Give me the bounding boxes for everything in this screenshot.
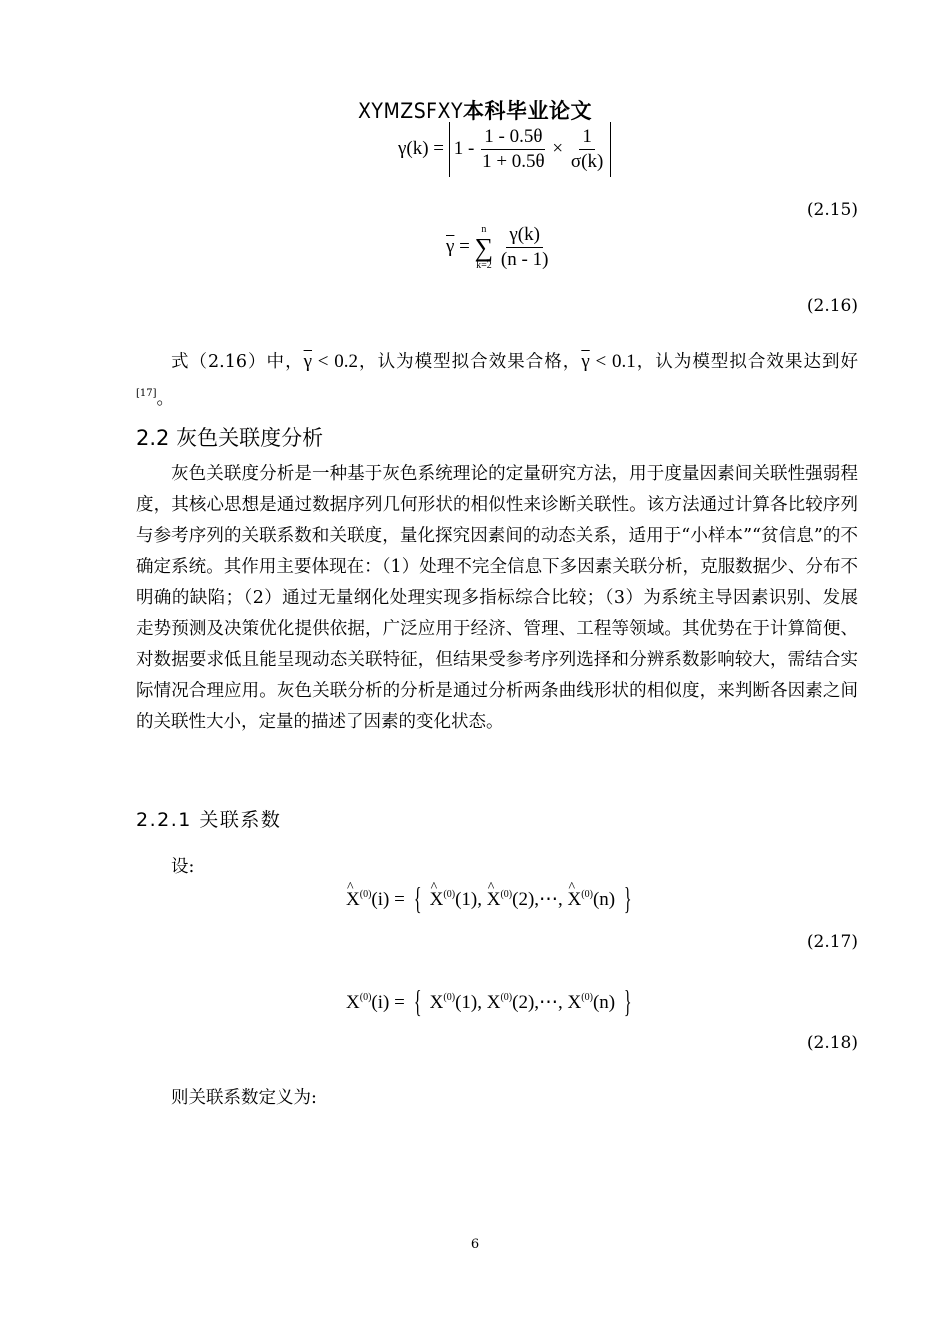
para1-math1-bar: $\overline{\gamma}$ [303,351,313,372]
header-cjk: 本科毕业论文 [463,99,593,123]
eq-2-17-t2-base: ^ X [487,889,501,911]
eq-2-17-lhs-arg: (i) = [371,889,405,910]
para1-math2 [581,351,635,372]
eq-label-2-17: (2.17) [806,932,858,952]
para1-math1 [304,351,358,372]
eq-2-17-t3-arg: (n) [592,889,616,910]
eq-2-18-t3-base: X [567,992,582,1013]
equation-2-16 [446,224,551,271]
eq-2-17-t2-sup: (0) [500,889,513,900]
eq-2-15-abs [449,122,612,177]
para1-math2-bar: $\overline{\gamma}$ [581,351,590,372]
eq-label-2-16: (2.16) [806,296,858,316]
eq-2-18-t3-arg: (n) [592,992,616,1013]
right-brace-icon: } [623,880,632,916]
paragraph-grey-relational: 灰色关联度分析是一种基于灰色系统理论的定量研究方法，用于度量因素间关联性强弱程度，其核心思想是通过数据序列几何形状的相似性来诊断关联性。该方法通过计算各比较序列与参考序列的关联系数和关联度，量化探究因素间的动态关系，适用于“小样本”“贫信息”的不确定系统。其作用主要体现在：（1）处理不完全信息下多因素关联分析，克服数据少、分布不明确的缺陷；（2）通过无量纲化处理实现多指标综合比较；（3）为系统主导因素识别、发展走势预测及决策优化提供依据，广泛应用于经济、管理、工程等领域。其优势在于计算简便、对数据要求低且能呈现动态关联特征，但结果受参考序列选择和分辨系数影响较大，需结合实际情况合理应用。灰色关联分析的分析是通过分析两条曲线形状的相似度，来判断各因素之间的关联性大小，定量的描述了因素的变化状态。 [136,464,858,732]
running-header [0,95,950,125]
para1-text1: 式（2.16）中， [171,352,304,372]
left-brace-icon: { [413,880,422,916]
eq-2-18-t1-base: X [429,992,444,1013]
eq-2-18-lhs-arg: (i) = [371,992,405,1013]
eq-2-17-t3-sup: (0) [581,889,593,900]
eq-2-16-num: γ(k) [506,224,543,248]
eq-2-15-lhs: γ(k) = [398,137,445,159]
paragraph-model-fit [136,346,858,415]
eq-2-15-frac2 [568,126,606,173]
page-number: 6 [470,1237,480,1252]
eq-2-17-t3-base: ^ X [568,889,582,911]
eq-2-15-one-minus: 1 - [453,137,475,159]
eq-2-16-den: (n - 1) [500,249,549,270]
eq-2-16-equals: = [459,235,470,257]
eq-2-18-t2-base: X [486,992,501,1013]
para1-math1-rest: < 0.2 [312,351,359,372]
header-latin: XYMZSFXY [357,99,464,123]
para1-text4: 。 [156,389,175,409]
eq-2-18-t2-sup: (0) [500,992,513,1003]
eq-2-16-sum-upper: n [481,223,487,235]
eq-2-17-lhs-sup: (0) [359,889,372,900]
equation-2-15 [398,122,611,177]
sum-sign-icon: ∑ [474,232,494,262]
paragraph-let: 设: [171,857,195,877]
eq-2-15-num: 1 - 0.5θ [481,126,545,150]
eq-2-15-den2: σ(k) [570,151,604,172]
eq-2-18-t1-arg: (1), [455,992,482,1013]
eq-2-15-times: × [552,137,564,159]
eq-2-18-t2-arg: (2),⋯, [512,992,563,1013]
eq-2-15-frac1 [479,126,548,173]
equation-2-17 [346,880,635,917]
eq-2-16-lhs: $\overline{\gamma}$ [446,235,455,257]
eq-2-17-t1-base: ^ X [430,889,444,911]
eq-2-16-sum-lower: k=2 [476,259,492,271]
eq-2-18-lhs-base: X [346,992,360,1013]
eq-2-17-t1-sup: (0) [443,889,456,900]
section-heading-2-2: 2.2 灰色关联度分析 [136,426,324,450]
eq-2-17-lhs-base: ^ X [346,889,360,911]
eq-2-18-t1-sup: (0) [443,992,456,1003]
para1-math2-rest: < 0.1 [589,351,636,372]
eq-2-17-t2-arg: (2),⋯, [512,889,563,910]
eq-2-18-lhs-sup: (0) [359,992,372,1003]
para1-text2: ，认为模型拟合效果合格， [358,352,582,372]
eq-2-18-t3-sup: (0) [581,992,593,1003]
para1-text3: ，认为模型拟合效果达到好 [635,352,859,372]
eq-2-15-num2: 1 [579,126,595,150]
eq-2-16-frac [498,224,551,271]
section-heading-2-2-1: 2.2.1 关联系数 [136,809,282,831]
eq-2-16-sum [475,225,494,271]
eq-2-17-t1-arg: (1), [455,889,482,910]
citation-17: [17] [136,388,157,399]
right-brace-icon: } [623,983,632,1019]
eq-2-15-den: 1 + 0.5θ [482,151,545,172]
left-brace-icon: { [413,983,422,1019]
eq-label-2-18: (2.18) [806,1033,858,1053]
eq-label-2-15: (2.15) [806,200,858,220]
paragraph-definition: 则关联系数定义为: [171,1088,317,1108]
equation-2-18 [346,983,635,1020]
